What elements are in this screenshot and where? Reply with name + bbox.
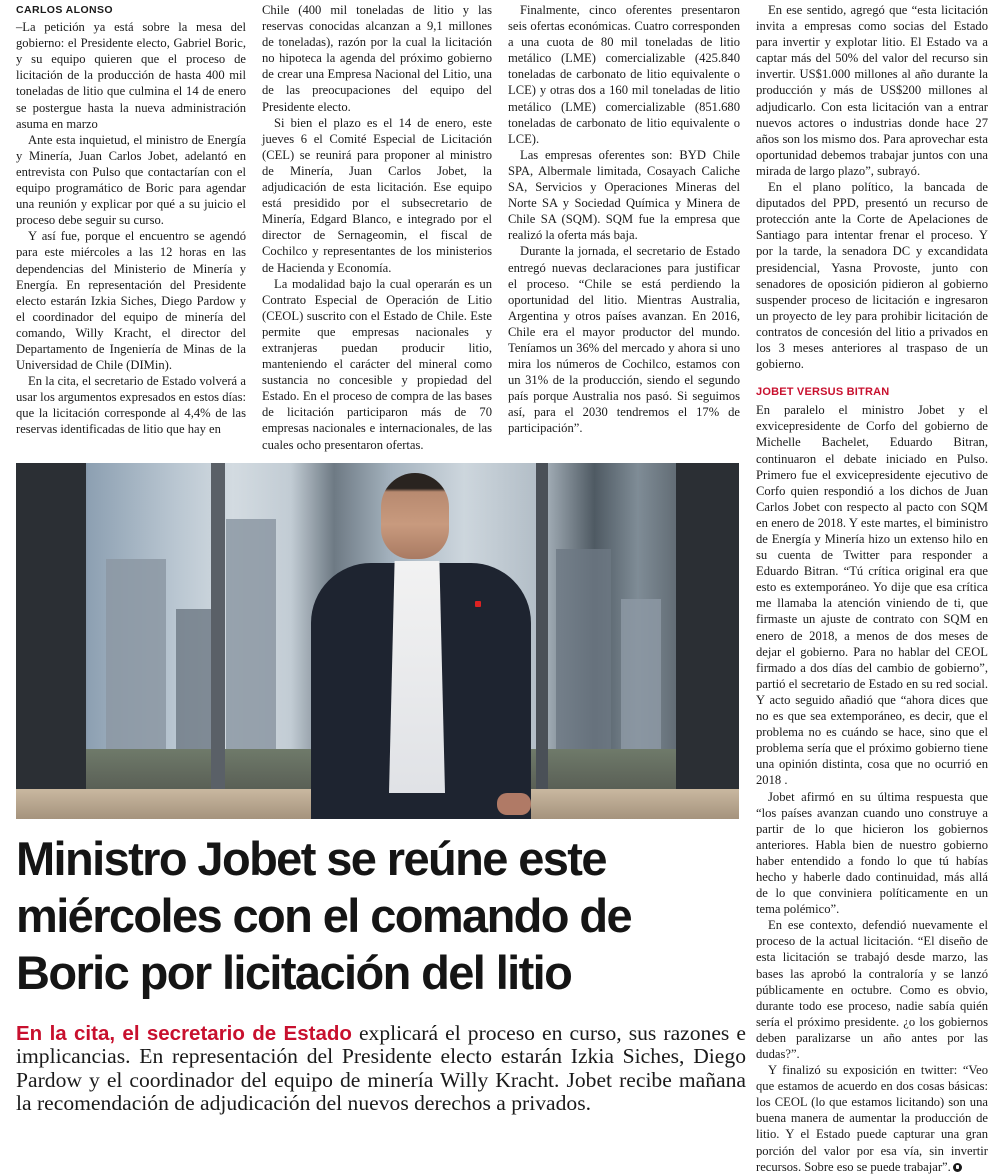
shirt-shape [389,561,445,793]
paragraph: La modalidad bajo la cual operarán es un Contrato Especial de Operación de Litio (CEOL) suscrito con el Estado de Chile. Este permite que empresas nacionales y extranjeras puedan producir litio, manteniendo el carácter del mineral como sustancia no concesible y propiedad del Estado. En el proceso de compra de las bases de licitación participaron más de 70 empresas nacionales e internacionales, de las cuales ocho presentaron ofertas. [262,276,492,452]
paragraph [756,1062,988,1175]
end-of-article-icon [953,1163,962,1172]
building-shape [621,599,661,759]
paragraph: Ante esta inquietud, el ministro de Energía y Minería, Juan Carlos Jobet, adelantó en entrevista con Pulso que contactarían con el equipo programático de Boric para agendar una reunión y explicar por qué a su juicio el proceso debe seguir su curso. [16,132,246,228]
paragraph: –La petición ya está sobre la mesa del gobierno: el Presidente electo, Gabriel Boric, y su equipo quieren que el proceso de licitación de la producción de hasta 400 mil toneladas de litio que culmina el 14 de enero se postergue hasta la nueva administración asuma en marzo [16,20,246,131]
head-shape [381,473,449,559]
deck-text: explicará el proceso en curso, sus razones e implicancias. En representación del Presidente electo estarán Izkia Siches, Diego Pardow y el coordinador del equipo de minería Willy Kracht. Jobet recibe mañana la recomendación de adjudicación del nuevos derechos a privados. [16,1021,746,1116]
flag-pin-icon [475,601,481,607]
deck-lead: En la cita, el secretario de Estado [16,1022,352,1045]
window-frame [676,463,739,819]
building-shape [106,559,166,759]
building-shape [176,609,216,759]
paragraph: Si bien el plazo es el 14 de enero, este jueves 6 el Comité Especial de Licitación (CEL) se reunirá para proponer al ministro de Minería, Juan Carlos Jobet, la adjudicación de esta licitación. Ese equipo está presidido por el subsecretario de Minería, Edgard Blanco, e integrado por el director de Sernageomin, el fiscal de Cochilco y representantes de los ministerios de Hacienda y Economía. [262,115,492,275]
paragraph: En la cita, el secretario de Estado volverá a usar los argumentos expresados en estos días: que la licitación corresponde al 4,4% de las reservas identificadas de litio que hay en [16,374,246,437]
paragraph: Finalmente, cinco oferentes presentaron seis ofertas económicas. Cuatro corresponden a una cuota de 80 mil toneladas de litio metálico (LME) comercializable (425.840 toneladas de carbonato de litio equivalente o LCE) y otras dos a 160 mil toneladas de litio metálico (LME) comercializable (851.680 toneladas de carbonato de litio equivalente o LCE). [508,3,740,146]
byline: CARLOS ALONSO [16,4,113,16]
article-column-3 [508,2,740,437]
article-photo [16,463,739,819]
building-shape [556,549,611,759]
window-frame [536,463,548,819]
paragraph: Y así fue, porque el encuentro se agendó para este miércoles a las 12 horas en las dependencias del Ministerio de Minería y Energía. En representación del Presidente electo estarán Izkia Siches, Diego Pardow y el coordinador del equipo de minería del comando, Willy Kracht, el director del Departamento de Ingeniería de Minas de la Universidad de Chile (DIMin). [16,229,246,373]
paragraph: Las empresas oferentes son: BYD Chile SPA, Albermale limitada, Cosayach Caliche SA, Servicios y Operaciones Mineras del Norte SA y Sociedad Química y Minera de Chile SA (SQM). SQM fue la empresa que realizó la oferta más baja. [508,147,740,243]
window-frame [16,463,86,819]
paragraph: Chile (400 mil toneladas de litio y las reservas conocidas alcanzan a 9,1 millones de toneladas), razón por la cual la licitación no hipoteca la agenda del próximo gobierno de crear una Empresa Nacional del Litio, una de las preocupaciones del equipo del Presidente electo. [262,3,492,114]
headline: Ministro Jobet se reúne este miércoles con el comando de Boric por licitación del litio [16,832,632,999]
paragraph: Durante la jornada, el secretario de Estado entregó nuevas declaraciones para justificar el proceso. “Chile se está perdiendo la oportunidad del litio. Mientras Australia, Argentina y otros países avanzan. En 2016, Chile era el mayor productor del mundo. Teníamos un 36% del mercado y ahora si uno mira los números de Cochilco, estamos con un 31% de la producción, siendo el segundo país porque Australia nos pasó. Si seguimos así, para el 2030 tendremos el 17% de participación”. [508,244,740,436]
deck [16,1022,746,1116]
building-shape [226,519,276,759]
hand-shape [497,793,531,815]
article-column-1 [16,2,246,438]
paragraph: En ese sentido, agregó que “esta licitación invita a empresas como socias del Estado para invertir y explotar litio. El Estado va a captar más del 50% del valor del recurso sin invertir. US$1.000 millones al año durante la producción y más de US$200 millones al adjudicarlo. Con esta licitación van a entrar nuevos actores o industrias donde hace 27 años son los mismo dos. Para aprovechar esta oportunidad debemos trabajar juntos con una mirada de largo plazo”, subrayó. [756,3,988,178]
paragraph: En el plano político, la bancada de diputados del PPD, presentó un recurso de protección ante la Corte de Apelaciones de Santiago para intentar frenar el proceso. Y por la tarde, la senadora DC y excandidata presidencial, Yasna Provoste, junto con senadores de oposición pidieron al gobierno suspender proceso de licitación e ingresaron un proyecto de ley para prohibir licitación de contratos de concesión del litio a privados en los 3 meses anteriores al traspaso de un gobierno. [756,180,988,372]
paragraph-text: Y finalizó su exposición en twitter: “Veo que estamos de acuerdo en dos cosas básicas: los CEOL (lo que estamos licitando) son una buena manera de aumentar la producción de litio. Y el Estado puede capturar una gran porción del valor por esa vía, sin invertir recursos. Sobre eso se puede trabajar”. [756,1063,988,1174]
section-subhead: JOBET VERSUS BITRAN [756,386,890,399]
article-column-2 [262,2,492,453]
paragraph: En paralelo el ministro Jobet y el exvicepresidente de Corfo del gobierno de Michelle Bachelet, Eduardo Bitran, continuaron el debate iniciado en Pulso. Primero fue el exvicepresidente ejecutivo de Corfo quien respondió a los dichos de Juan Carlos Jobet con respecto al pacto con SQM en enero de 2018. Y este martes, el biministro de Energía y Minería hizo un extenso hilo en su cuenta de Twitter para responder a Eduardo Bitran. “Tú crítica original era que esto es extemporáneo. Yo dije que esa crítica me llamaba la atención viniendo de ti, que firmaste un ajuste de contrato con SQM en enero de 2018, a menos de dos meses de dejar el gobierno. Para no hablar del CEOL firmado a dos días del cambio de gobierno”, partió el secretario de Estado en su red social. Y acto seguido añadió que “ahora dices que no es que sea extemporáneo, es decir, que el problema no es cuándo se hace, sino que el problema sería que el próximo gobierno tiene una opinión distinta, cosa que no ocurrió en 2018 . [756,403,988,788]
window-frame [211,463,225,819]
article-column-4 [756,2,988,1175]
minister-figure [311,473,531,819]
paragraph: Jobet afirmó en su última respuesta que “los países avanzan cuando uno construye a partir de lo que hicieron los gobiernos anteriores. Habla bien de nuestro gobierno haber entendido a fondo lo que tú habías hecho y haberle dado continuidad, más allá de lo que conviniera políticamente en un tema polémico”. [756,789,988,917]
paragraph: En ese contexto, defendió nuevamente el proceso de la actual licitación. “El diseño de esta licitación se trabajó desde marzo, las bases las aprobó la contraloría y se lanzó públicamente en octubre. Como es obvio, durante todo ese proceso, nadie sabía quién sería el próximo presidente. ¿o los gobiernos deben paralizarse un año antes por las dudas?”. [756,918,988,1061]
